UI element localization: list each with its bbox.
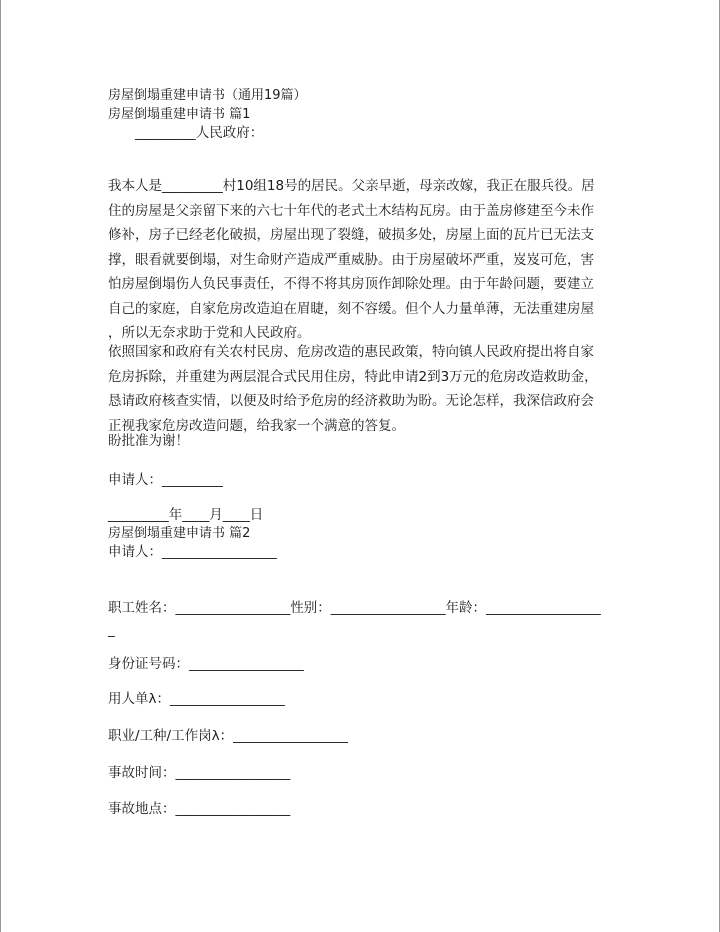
section-2-heading: 房屋倒塌重建申请书 篇2: [108, 526, 251, 541]
document-title: 房屋倒塌重建申请书（通用19篇）: [108, 88, 307, 103]
paragraph-line: 我本人是_________村10组18号的居民。父亲早逝，母亲改嫁，我正在服兵役。居: [108, 178, 595, 194]
accident-time-field: 事故时间：_________________: [108, 765, 291, 781]
staff-info-line: 职工姓名：_________________性别：_________________年龄：_________________: [108, 600, 601, 616]
paragraph-line: 危房拆除，并重建为两层混合式民用住房，特此申请2到3万元的危房改造救助金，: [108, 368, 598, 385]
paragraph-line: 正视我家危房改造问题，给我家一个满意的答复。: [108, 417, 405, 434]
closing-text: 盼批准为谢！: [108, 433, 189, 449]
paragraph-line: 自己的家庭，自家危房改造迫在眉睫，刻不容缓。但个人力量单薄，无法重建房屋: [108, 300, 594, 317]
paragraph-1: [108, 174, 628, 346]
occupation-field: 职业/工种/工作岗λ：_________________: [108, 728, 348, 744]
accident-place-field: 事故地点：_________________: [108, 801, 291, 817]
paragraph-line: 依照国家和政府有关农村民房、危房改造的惠民政策，特向镇人民政府提出将自家: [108, 344, 594, 360]
id-number-field: 身份证号码：_________________: [108, 656, 304, 672]
paragraph-line: 修补，房子已经老化破损，房屋出现了裂缝，破损多处，房屋上面的瓦片已无法支: [108, 227, 594, 243]
paragraph-2: [108, 340, 628, 438]
addressee: _________人民政府：: [135, 125, 264, 141]
date-line: _________年____月____日: [108, 507, 264, 523]
paragraph-line: 怕房屋倒塌伤人负民事责任，不得不将其房顶作卸除处理。由于年龄问题，要建立: [108, 276, 594, 292]
applicant-line: 申请人：_________: [108, 472, 223, 488]
paragraph-line: ，所以无奈求助于党和人民政府。: [108, 325, 311, 341]
paragraph-line: 住的房屋是父亲留下来的六七十年代的老式土木结构瓦房。由于盖房修建至今未作: [108, 202, 594, 219]
paragraph-line: 撑，眼看就要倒塌，对生命财产造成严重威胁。由于房屋破坏严重，岌岌可危，害: [108, 251, 594, 268]
applicant-line-2: 申请人：_________________: [108, 544, 277, 560]
employer-field: 用人单λ：_________________: [108, 691, 285, 707]
staff-info-line-wrap: _: [108, 622, 115, 638]
section-1-heading: 房屋倒塌重建申请书 篇1: [108, 107, 251, 122]
paragraph-line: 恳请政府核查实情，以便及时给予危房的经济救助为盼。无论怎样，我深信政府会: [108, 393, 594, 409]
